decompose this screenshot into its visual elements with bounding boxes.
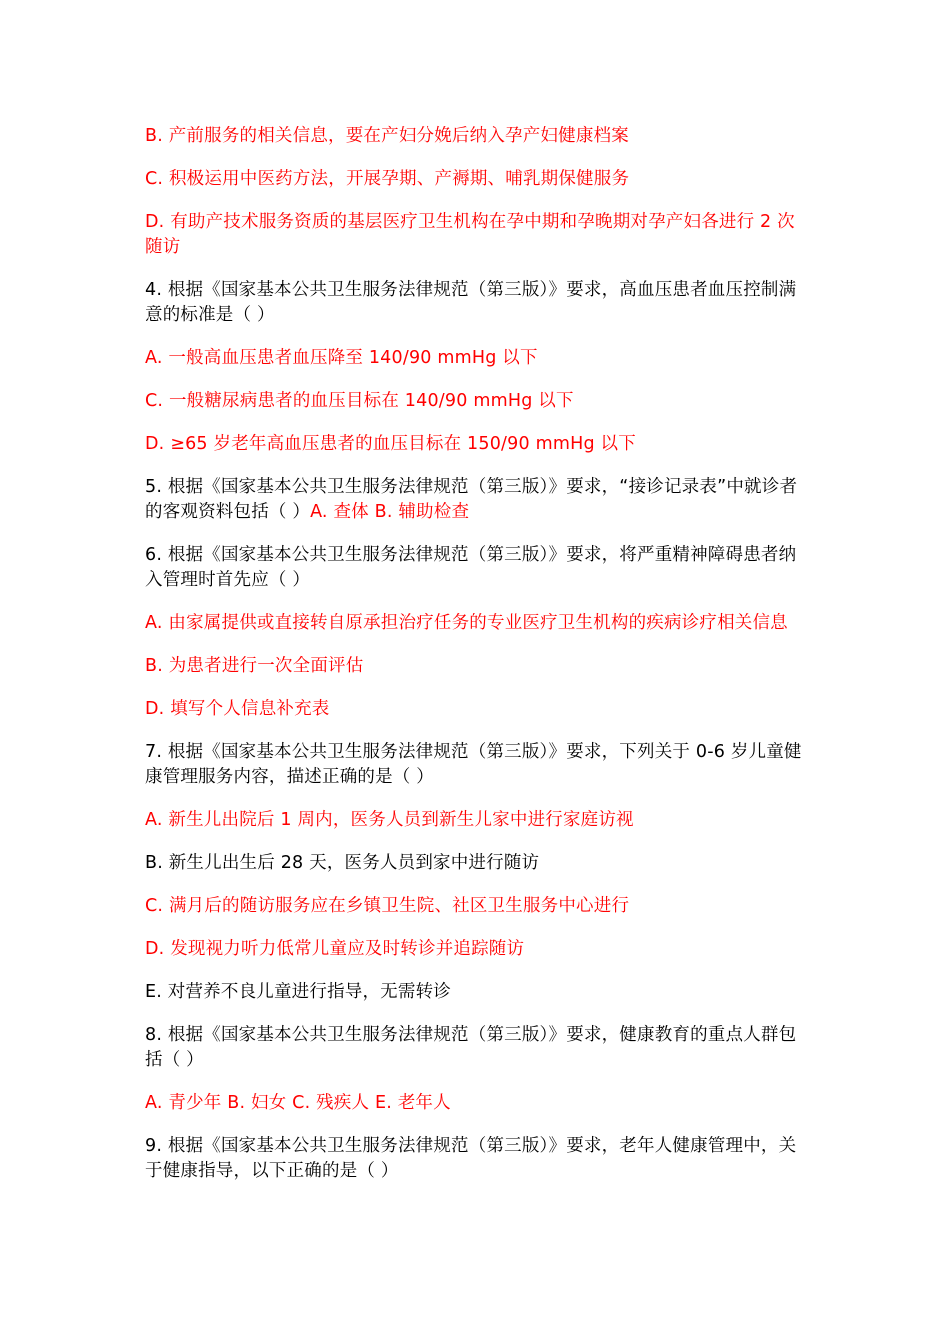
document-body: [145, 124, 810, 1202]
option-line: B. 为患者进行一次全面评估: [145, 656, 364, 676]
option-line: D. ≥65 岁老年高血压患者的血压目标在 150/90 mmHg 以下: [145, 434, 636, 454]
option-line: C. 积极运用中医药方法，开展孕期、产褥期、哺乳期保健服务: [145, 169, 630, 189]
question-4: 4. 根据《国家基本公共卫生服务法律规范（第三版）》要求，高血压患者血压控制满意的标准是（ ）: [145, 280, 797, 325]
question-7: 7. 根据《国家基本公共卫生服务法律规范（第三版）》要求，下列关于 0-6 岁儿童健康管理服务内容，描述正确的是（ ）: [145, 742, 802, 787]
option-line: A. 一般高血压患者血压降至 140/90 mmHg 以下: [145, 348, 538, 368]
question-9: 9. 根据《国家基本公共卫生服务法律规范（第三版）》要求，老年人健康管理中，关于健康指导，以下正确的是（ ）: [145, 1136, 797, 1181]
option-line: C. 满月后的随访服务应在乡镇卫生院、社区卫生服务中心进行: [145, 896, 630, 916]
question-5-inline-answers: A. 查体 B. 辅助检查: [310, 502, 470, 522]
option-line: B. 新生儿出生后 28 天，医务人员到家中进行随访: [145, 853, 540, 873]
option-line: B. 产前服务的相关信息，要在产妇分娩后纳入孕产妇健康档案: [145, 126, 629, 146]
option-line: D. 填写个人信息补充表: [145, 699, 330, 719]
option-line: C. 一般糖尿病患者的血压目标在 140/90 mmHg 以下: [145, 391, 574, 411]
option-line: D. 有助产技术服务资质的基层医疗卫生机构在孕中期和孕晚期对孕产妇各进行 2 次随访: [145, 212, 795, 257]
option-line: D. 发现视力听力低常儿童应及时转诊并追踪随访: [145, 939, 525, 959]
option-line: A. 青少年 B. 妇女 C. 残疾人 E. 老年人: [145, 1093, 451, 1113]
question-5-text: 5. 根据《国家基本公共卫生服务法律规范（第三版）》要求，“接诊记录表”中就诊者的客观资料包括（ ）: [145, 477, 798, 522]
option-line: A. 由家属提供或直接转自原承担治疗任务的专业医疗卫生机构的疾病诊疗相关信息: [145, 613, 788, 633]
question-5: [145, 475, 810, 525]
question-8: 8. 根据《国家基本公共卫生服务法律规范（第三版）》要求，健康教育的重点人群包括（ ）: [145, 1025, 797, 1070]
option-line: A. 新生儿出院后 1 周内，医务人员到新生儿家中进行家庭访视: [145, 810, 634, 830]
question-6: 6. 根据《国家基本公共卫生服务法律规范（第三版）》要求，将严重精神障碍患者纳入管理时首先应（ ）: [145, 545, 797, 590]
option-line: E. 对营养不良儿童进行指导，无需转诊: [145, 982, 451, 1002]
